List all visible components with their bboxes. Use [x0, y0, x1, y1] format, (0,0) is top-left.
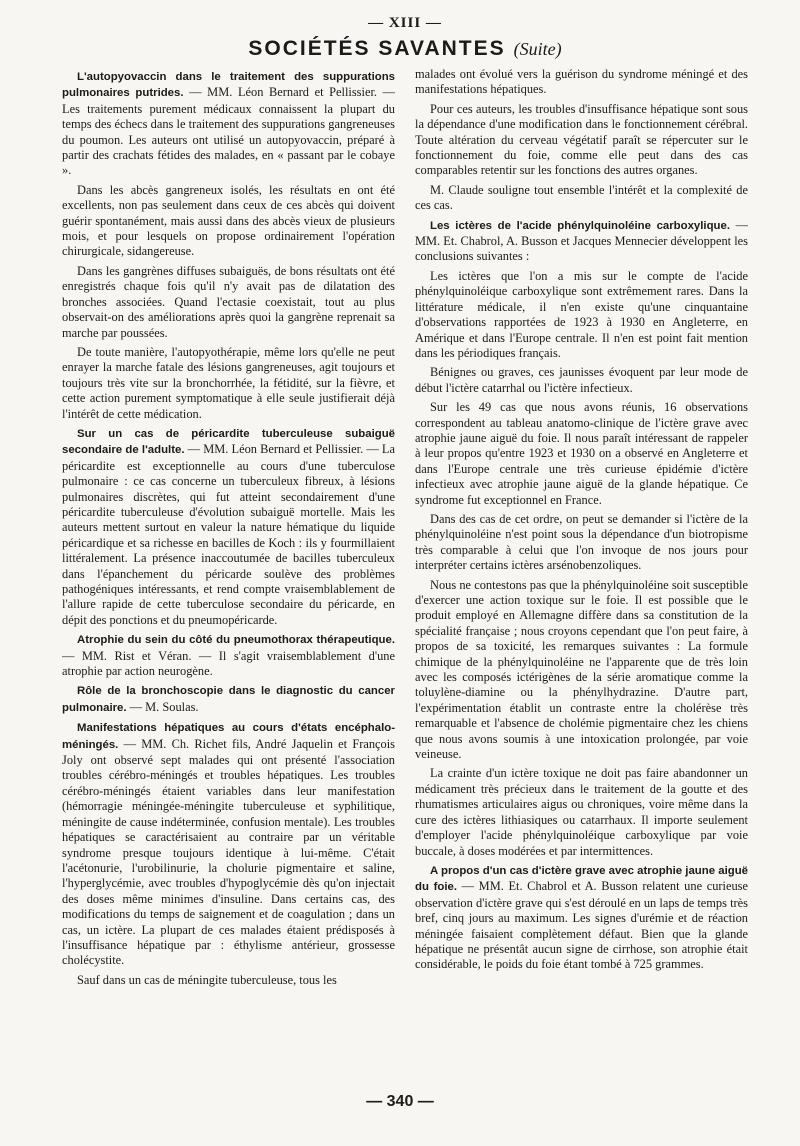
article-entry — [62, 69, 395, 179]
article-title: A propos d'un cas d'ictère grave avec atrophie jaune aiguë du foie. — [415, 864, 748, 894]
paragraph: malades ont évolué vers la guérison du syndrome méningé et des manifestations hépatiques. — [415, 67, 748, 97]
article-title: Manifestations hépatiques au cours d'états encéphalo-méningés. — [62, 722, 395, 751]
text-columns — [62, 67, 748, 992]
article-title: Atrophie du sein du côté du pneumothorax thérapeutique. — [77, 634, 395, 647]
article-body: — MM. Rist et Véran. — Il s'agit vraisemblablement d'une atrophie par action neurogène. — [62, 648, 395, 679]
article-title: Sur un cas de péricardite tuberculeuse subaiguë secondaire de l'adulte. — [62, 427, 395, 457]
left-column — [62, 67, 395, 992]
article-entry — [415, 863, 748, 973]
paragraph: Les ictères que l'on a mis sur le compte de l'acide phénylquinoléique carboxylique sont extrêmement rares. Dans la littérature médicale, il n'en existe qu'une cinquantaine d'observations rapportées de 1923 à 1930 en Angleterre, en Amérique et dans l'Europe centrale. Il n'en est point fait mention dans les périodiques français. — [415, 268, 748, 360]
article-body: — M. Soulas. — [126, 699, 199, 714]
article-entry — [62, 426, 395, 628]
section-header — [62, 34, 748, 64]
article-entry — [62, 683, 395, 716]
paragraph: De toute manière, l'autopyothérapie, même lors qu'elle ne peut enrayer la marche fatale des lésions gangreneuses, agit toujours et toujours très vite sur la bronchorrhée, la fétidité, sur la fièvre, et cette action purement symptomatique à elle seule justifierait déjà l'intérêt de cette médication. — [62, 344, 395, 421]
article-body: — MM. Léon Bernard et Pellissier. — La péricardite est exceptionnelle au cours d'une tuberculose pulmonaire : ce cas concerne un tuberculeux fibreux, à lésions pulmonaires discrètes, qui fut atteint secondairement d'une péricardite tuberculeuse d'évolution subaiguë mortelle. Mais les auteurs mettent surtout en valeur la nature hématique du liquide péricardique et sa richesse en bacilles de Koch : ils y fourmillaient littéralement. La présence inaccoutumée de bacilles tuberculeux dans l'épanchement du péricarde soulève des problèmes pathogéniques intéressants, et rend compte vraisemblablement de l'allure rapide de cette tuberculose secondaire du péricarde, en dépit des ponctions et du pneumopéricarde. — [62, 442, 395, 627]
article-body: — MM. Et. Chabrol et A. Busson relatent une curieuse observation d'ictère grave qui s'est déroulé en un laps de temps très bref, cinq jours au maximum. Les signes d'urémie et de réaction méningée faisaient complètement défaut. Bien que la glande hépatique ne présentât aucun signe de cirrhose, son atrophie était considérable, le poids du foie étant tombé à 725 grammes. — [415, 879, 748, 972]
article-title: L'autopyovaccin dans le traitement des suppurations pulmonaires putrides. — [62, 71, 395, 100]
paragraph: Sur les 49 cas que nous avons réunis, 16 observations correspondent au tableau anatomo-clinique de l'ictère grave avec atrophie jaune aiguë du foie. Il nous paraît intéressant de rappeler à leur propos qu'entre 1923 et 1930 on a observé en Angleterre et dans l'Europe centrale une très curieuse épidémie d'ictère infectieux avec atrophie jaune aiguë de la glande hépatique. Ce syndrome fut exceptionnel en France. — [415, 400, 748, 507]
article-body: — MM. Léon Bernard et Pellissier. — Les traitements purement médicaux connaissent la plupart du temps des échecs dans le traitement des suppurations gangreneuses du poumon. Les auteurs ont utilisé un autopyovaccin, préparé à partir des crachats fétides des malades, en « passant par le cobaye ». — [62, 85, 395, 178]
section-title: SOCIÉTÉS SAVANTES — [248, 37, 506, 60]
section-subtitle: (Suite) — [513, 39, 562, 59]
paragraph: Nous ne contestons pas que la phénylquinoléine soit susceptible d'exercer une action toxique sur le foie. Il est possible que le produit employé en Allemagne diffère dans sa constitution de la spécialité française ; nous croyons cependant que l'on peut faire, à propos de sa toxicité, les remarques suivantes : La formule chimique de la phénylquinoléine ne l'apparente que de très loin avec les composés ictérigènes de la série aromatique comme la toluylène-diamine ou la phénylhydrazine. D'autre part, l'expérimentation établit un contraste entre la cholérèse très remarquable et l'absence de cholémie pigmentaire chez les chiens que nous avons soumis à une intoxication prolongée, par voie veineuse. — [415, 577, 748, 762]
paragraph: Dans les abcès gangreneux isolés, les résultats en ont été excellents, non pas seulement dans ceux de ces abcès qui doivent guérir spontanément, mais aussi dans des abcès vieux de plusieurs mois, et pour lesquels on propose ordinairement l'opération chirurgicale, sidangereuse. — [62, 182, 395, 259]
article-entry — [62, 720, 395, 969]
article-entry — [62, 632, 395, 679]
roman-page-number: — XIII — — [368, 15, 442, 31]
article-entry — [415, 218, 748, 265]
article-body: — MM. Ch. Richet fils, André Jaquelin et François Joly ont observé sept malades qui ont présenté l'association troubles cérébro-méningés et troubles hépatiques. Les troubles cérébro-méningés étaient variables dans leur manifestation (hémorragie méningée-méningite tuberculeuse et syphilitique, méningite de cause indéterminée, confusion mentale). Les troubles hépatiques se caractérisaient au contraire par un véritable syndrome presque toujours identique à lui-même. C'était l'acétonurie, l'urobilinurie, la cholurie pigmentaire et saline, l'hyperglycémie, avec troubles d'hypoglycémie dès qu'on injectait des doses même minimes d'insuline. Dans certains cas, des modifications du temps de saignement et de coagulation ; dans un cas, un ictère. La plupart de ces malades étaient prédisposés à l'insuffisance hépatique par : éthylisme antérieur, grossesse cholécystite. — [62, 736, 395, 968]
paragraph: La crainte d'un ictère toxique ne doit pas faire abandonner un médicament très précieux dans le traitement de la goutte et des rhumatismes articulaires aigus ou chroniques, voire même dans la cure des ictères lithiasiques ou catarrhaux. Il importe seulement d'employer l'acide phénylquinoléique carboxylique par voie buccale, à doses modérées et par intermittences. — [415, 766, 748, 858]
paragraph: Pour ces auteurs, les troubles d'insuffisance hépatique sont sous la dépendance d'une modification dans le fonctionnement cérébral. Toute altération du cerveau végétatif paraît se répercuter sur le fonctionnement du foie, comme elle peut dans des cas comparables retentir sur les fonctions des autres organes. — [415, 101, 748, 178]
paragraph: Bénignes ou graves, ces jaunisses évoquent par leur mode de début l'ictère catarrhal ou l'ictère infectieux. — [415, 365, 748, 395]
paragraph: M. Claude souligne tout ensemble l'intérêt et la complexité de ces cas. — [415, 182, 748, 213]
article-title: Les ictères de l'acide phénylquinoléine carboxylique. — [430, 219, 731, 232]
right-column — [415, 67, 748, 992]
paragraph: Dans des cas de cet ordre, on peut se demander si l'ictère de la phénylquinoléine n'est point sous la dépendance d'un biotropisme très comparable à celui que l'on invoque de nos jours pour interpréter certains ictères arsénobenzoliques. — [415, 511, 748, 573]
page-number: — 340 — — [366, 1093, 434, 1110]
paragraph: Dans les gangrènes diffuses subaiguës, de bons résultats ont été enregistrés chaque fois qu'il n'y avait pas de dilatation des bronches associées. Quand l'ectasie coexistait, tout au plus observait-on des améliorations après quoi la gangrène reprenait sa marche par poussées. — [62, 263, 395, 340]
article-title: Rôle de la bronchoscopie dans le diagnostic du cancer pulmonaire. — [62, 685, 395, 714]
paragraph: Sauf dans un cas de méningite tuberculeuse, tous les — [77, 972, 337, 987]
article-body: — MM. Et. Chabrol, A. Busson et Jacques Mennecier développent les conclusions suivantes : — [415, 217, 748, 264]
